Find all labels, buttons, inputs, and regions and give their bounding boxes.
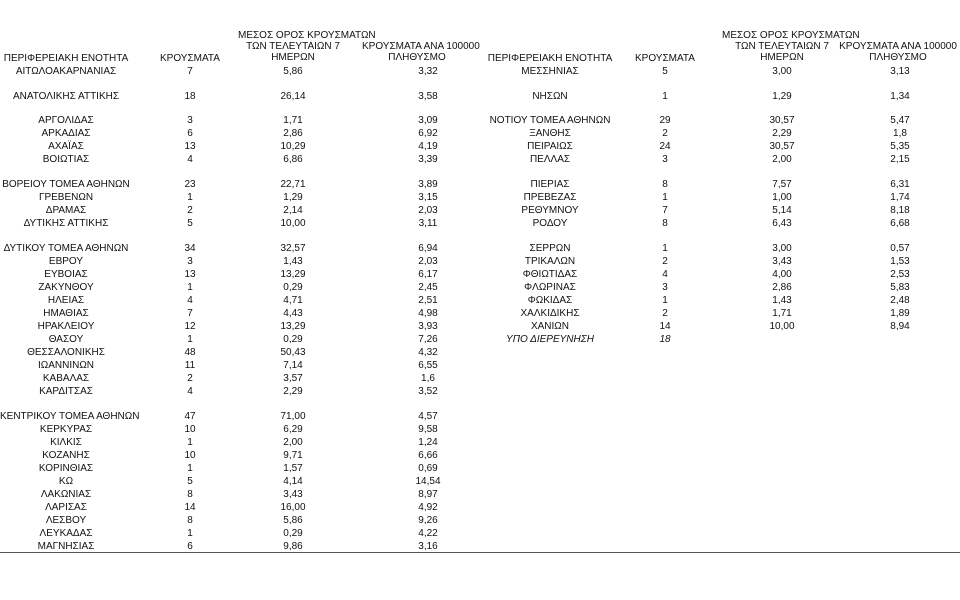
left-region-cell: ΑΙΤΩΛΟΑΚΑΡΝΑΝΙΑΣ [15,66,117,77]
right-per100k-cell: 5,35 [890,141,910,152]
left-region-cell: ΚΑΡΔΙΤΣΑΣ [39,386,93,397]
right-avg-cell: 2,86 [772,282,792,293]
right-per100k-cell: 3,13 [890,66,910,77]
right-avg-cell: 1,00 [772,192,792,203]
left-avg-cell: 0,29 [283,528,303,539]
left-per100k-cell: 3,32 [418,66,438,77]
left-cases-cell: 2 [187,373,193,384]
left-avg-cell: 5,86 [283,515,303,526]
right-cases-cell: 5 [662,66,668,77]
bottom-divider [0,552,960,553]
right-cases-cell: 24 [659,141,671,152]
right-header-avg-line1: ΜΕΣΟΣ ΟΡΟΣ ΚΡΟΥΣΜΑΤΩΝ [722,30,860,41]
left-cases-cell: 10 [184,450,196,461]
left-cases-cell: 4 [187,154,193,165]
right-avg-cell: 3,00 [772,66,792,77]
right-header-per100k [838,41,958,63]
left-region-cell: ΘΑΣΟΥ [48,334,84,345]
right-cases-cell: 7 [662,205,668,216]
right-avg-cell: 3,43 [772,256,792,267]
left-header-avg [238,30,376,63]
left-avg-cell: 2,86 [283,128,303,139]
left-avg-cell: 16,00 [280,502,306,513]
left-per100k-cell: 1,6 [421,373,435,384]
left-cases-cell: 1 [187,282,193,293]
left-cases-cell: 48 [184,347,196,358]
left-per100k-cell: 4,32 [418,347,438,358]
left-header-avg-line1: ΜΕΣΟΣ ΟΡΟΣ ΚΡΟΥΣΜΑΤΩΝ [238,30,376,41]
left-avg-cell: 9,71 [283,450,303,461]
left-avg-cell: 0,29 [283,334,303,345]
left-region-cell: ΗΜΑΘΙΑΣ [43,308,89,319]
right-header-per100k-line1: ΚΡΟΥΣΜΑΤΑ ΑΝΑ 100000 [839,41,957,52]
right-cases-cell: 1 [662,91,668,102]
left-avg-cell: 32,57 [280,243,306,254]
right-region-cell: ΦΩΚΙΔΑΣ [527,295,573,306]
left-region-cell: ΚΕΡΚΥΡΑΣ [39,424,93,435]
left-per100k-cell: 6,17 [418,269,438,280]
right-avg-cell: 1,43 [772,295,792,306]
left-cases-cell: 1 [187,334,193,345]
left-region-cell: ΚΑΒΑΛΑΣ [42,373,90,384]
left-header-cases: ΚΡΟΥΣΜΑΤΑ [160,53,220,64]
right-header-cases: ΚΡΟΥΣΜΑΤΑ [635,53,695,64]
left-region-cell: ΚΕΝΤΡΙΚΟΥ ΤΟΜΕΑ ΑΘΗΝΩΝ [0,411,140,422]
left-per100k-cell: 3,93 [418,321,438,332]
right-region-cell: ΤΡΙΚΑΛΩΝ [524,256,576,267]
left-per100k-cell: 4,92 [418,502,438,513]
right-cases-cell: 14 [659,321,671,332]
left-avg-cell: 1,43 [283,256,303,267]
left-region-cell: ΗΛΕΙΑΣ [47,295,85,306]
left-avg-cell: 13,29 [280,321,306,332]
right-avg-cell: 5,14 [772,205,792,216]
left-cases-cell: 4 [187,295,193,306]
right-cases-cell: 8 [662,218,668,229]
right-header-per100k-line2: ΠΛΗΘΥΣΜΟ [869,52,927,63]
left-cases-cell: 12 [184,321,196,332]
left-per100k-cell: 6,66 [418,450,438,461]
right-avg-cell: 3,00 [772,243,792,254]
left-region-cell: ΛΑΚΩΝΙΑΣ [40,489,92,500]
left-per100k-cell: 2,51 [418,295,438,306]
right-avg-cell: 4,00 [772,269,792,280]
right-avg-cell: 1,71 [772,308,792,319]
left-region-cell: ΒΟΡΕΙΟΥ ΤΟΜΕΑ ΑΘΗΝΩΝ [2,179,130,190]
left-region-cell: ΚΩ [58,476,74,487]
left-region-cell: ΚΟΡΙΝΘΙΑΣ [38,463,94,474]
left-avg-cell: 9,86 [283,541,303,552]
right-per100k-cell: 1,74 [890,192,910,203]
right-header-region: ΠΕΡΙΦΕΡΕΙΑΚΗ ΕΝΟΤΗΤΑ [487,53,613,64]
left-avg-cell: 22,71 [280,179,306,190]
left-cases-cell: 8 [187,515,193,526]
right-cases-cell: 4 [662,269,668,280]
left-per100k-cell: 1,24 [418,437,438,448]
left-region-cell: ΔΥΤΙΚΟΥ ΤΟΜΕΑ ΑΘΗΝΩΝ [3,243,129,254]
right-region-cell: ΥΠΟ ΔΙΕΡΕΥΝΗΣΗ [506,334,594,345]
right-per100k-cell: 8,94 [890,321,910,332]
left-cases-cell: 7 [187,66,193,77]
left-avg-cell: 6,86 [283,154,303,165]
right-region-cell: ΝΗΣΩΝ [532,91,568,102]
right-per100k-cell: 1,34 [890,91,910,102]
left-per100k-cell: 4,19 [418,141,438,152]
left-per100k-cell: 3,58 [418,91,438,102]
right-region-cell: ΦΘΙΩΤΙΔΑΣ [522,269,578,280]
left-header-per100k [362,41,480,63]
left-per100k-cell: 4,22 [418,528,438,539]
right-header-avg-line3: ΗΜΕΡΩΝ [760,52,804,63]
left-avg-cell: 4,71 [283,295,303,306]
right-region-cell: ΧΑΛΚΙΔΙΚΗΣ [520,308,580,319]
left-per100k-cell: 4,98 [418,308,438,319]
left-cases-cell: 13 [184,269,196,280]
right-cases-cell: 1 [662,243,668,254]
right-region-cell: ΠΙΕΡΙΑΣ [530,179,570,190]
left-per100k-cell: 6,55 [418,360,438,371]
left-region-cell: ΜΑΓΝΗΣΙΑΣ [37,541,95,552]
left-cases-cell: 1 [187,192,193,203]
left-per100k-cell: 7,26 [418,334,438,345]
right-region-cell: ΞΑΝΘΗΣ [529,128,571,139]
right-per100k-cell: 1,53 [890,256,910,267]
right-avg-cell: 30,57 [769,141,795,152]
left-region-cell: ΙΩΑΝΝΙΝΩΝ [37,360,95,371]
left-cases-cell: 4 [187,386,193,397]
left-avg-cell: 7,14 [283,360,303,371]
right-per100k-cell: 2,15 [890,154,910,165]
left-region-cell: ΛΕΥΚΑΔΑΣ [39,528,93,539]
left-cases-cell: 8 [187,489,193,500]
left-cases-cell: 11 [184,360,196,371]
left-region-cell: ΕΒΡΟΥ [48,256,84,267]
left-cases-cell: 6 [187,541,193,552]
left-avg-cell: 3,43 [283,489,303,500]
left-region-cell: ΑΡΓΟΛΙΔΑΣ [38,115,94,126]
left-per100k-cell: 3,39 [418,154,438,165]
left-region-cell: ΓΡΕΒΕΝΩΝ [38,192,94,203]
left-region-cell: ΚΟΖΑΝΗΣ [42,450,90,461]
left-avg-cell: 3,57 [283,373,303,384]
right-region-cell: ΠΕΙΡΑΙΩΣ [527,141,573,152]
left-cases-cell: 1 [187,437,193,448]
right-per100k-cell: 6,31 [890,179,910,190]
left-region-cell: ΔΥΤΙΚΗΣ ΑΤΤΙΚΗΣ [23,218,109,229]
left-header-per100k-line1: ΚΡΟΥΣΜΑΤΑ ΑΝΑ 100000 [362,41,480,52]
left-cases-cell: 1 [187,463,193,474]
left-avg-cell: 50,43 [280,347,306,358]
right-avg-cell: 7,57 [772,179,792,190]
right-cases-cell: 8 [662,179,668,190]
right-cases-cell: 2 [662,308,668,319]
left-cases-cell: 23 [184,179,196,190]
left-region-cell: ΕΥΒΟΙΑΣ [44,269,88,280]
left-per100k-cell: 6,92 [418,128,438,139]
left-per100k-cell: 3,11 [418,218,438,229]
left-avg-cell: 26,14 [280,91,306,102]
left-avg-cell: 6,29 [283,424,303,435]
left-cases-cell: 13 [184,141,196,152]
right-cases-cell: 1 [662,295,668,306]
left-avg-cell: 1,71 [283,115,303,126]
left-cases-cell: 1 [187,528,193,539]
left-cases-cell: 10 [184,424,196,435]
right-region-cell: ΣΕΡΡΩΝ [529,243,571,254]
left-region-cell: ΑΧΑΪΑΣ [48,141,84,152]
left-cases-cell: 7 [187,308,193,319]
left-per100k-cell: 2,03 [418,256,438,267]
right-per100k-cell: 5,83 [890,282,910,293]
left-per100k-cell: 2,45 [418,282,438,293]
right-cases-cell: 29 [659,115,671,126]
left-region-cell: ΛΑΡΙΣΑΣ [45,502,87,513]
right-region-cell: ΡΕΘΥΜΝΟΥ [521,205,579,216]
left-cases-cell: 6 [187,128,193,139]
left-avg-cell: 13,29 [280,269,306,280]
right-region-cell: ΠΕΛΛΑΣ [529,154,571,165]
left-header-avg-line2: ΤΩΝ ΤΕΛΕΥΤΑΙΩΝ 7 [246,41,340,52]
left-per100k-cell: 9,58 [418,424,438,435]
left-header-avg-line3: ΗΜΕΡΩΝ [271,52,315,63]
left-per100k-cell: 3,16 [418,541,438,552]
right-per100k-cell: 8,18 [890,205,910,216]
left-per100k-cell: 4,57 [418,411,438,422]
left-per100k-cell: 14,54 [415,476,441,487]
left-region-cell: ΚΙΛΚΙΣ [50,437,82,448]
left-header-per100k-line2: ΠΛΗΘΥΣΜΟ [388,52,446,63]
left-region-cell: ΑΡΚΑΔΙΑΣ [41,128,91,139]
left-avg-cell: 0,29 [283,282,303,293]
left-avg-cell: 4,43 [283,308,303,319]
left-cases-cell: 47 [184,411,196,422]
left-per100k-cell: 0,69 [418,463,438,474]
left-per100k-cell: 3,15 [418,192,438,203]
left-cases-cell: 18 [184,91,196,102]
right-per100k-cell: 2,53 [890,269,910,280]
left-avg-cell: 5,86 [283,66,303,77]
right-avg-cell: 30,57 [769,115,795,126]
left-avg-cell: 2,00 [283,437,303,448]
right-avg-cell: 2,00 [772,154,792,165]
right-cases-cell: 3 [662,154,668,165]
left-per100k-cell: 9,26 [418,515,438,526]
left-cases-cell: 5 [187,476,193,487]
right-avg-cell: 6,43 [772,218,792,229]
right-avg-cell: 10,00 [769,321,795,332]
left-avg-cell: 1,29 [283,192,303,203]
right-region-cell: ΝΟΤΙΟΥ ΤΟΜΕΑ ΑΘΗΝΩΝ [489,115,611,126]
left-avg-cell: 4,14 [283,476,303,487]
left-per100k-cell: 3,09 [418,115,438,126]
right-header-avg-line2: ΤΩΝ ΤΕΛΕΥΤΑΙΩΝ 7 [735,41,829,52]
right-cases-cell: 18 [659,334,671,345]
right-cases-cell: 3 [662,282,668,293]
left-region-cell: ΖΑΚΥΝΘΟΥ [38,282,94,293]
right-region-cell: ΠΡΕΒΕΖΑΣ [523,192,577,203]
right-region-cell: ΦΛΩΡΙΝΑΣ [524,282,576,293]
right-per100k-cell: 6,68 [890,218,910,229]
left-header-region: ΠΕΡΙΦΕΡΕΙΑΚΗ ΕΝΟΤΗΤΑ [3,53,129,64]
right-region-cell: ΡΟΔΟΥ [532,218,568,229]
left-cases-cell: 3 [187,256,193,267]
left-avg-cell: 2,14 [283,205,303,216]
left-cases-cell: 14 [184,502,196,513]
right-per100k-cell: 1,89 [890,308,910,319]
right-region-cell: ΧΑΝΙΩΝ [530,321,570,332]
left-region-cell: ΒΟΙΩΤΙΑΣ [42,154,90,165]
left-avg-cell: 1,57 [283,463,303,474]
left-region-cell: ΛΕΣΒΟΥ [45,515,87,526]
right-cases-cell: 2 [662,128,668,139]
right-per100k-cell: 5,47 [890,115,910,126]
left-cases-cell: 2 [187,205,193,216]
right-avg-cell: 1,29 [772,91,792,102]
left-cases-cell: 34 [184,243,196,254]
left-avg-cell: 2,29 [283,386,303,397]
left-per100k-cell: 2,03 [418,205,438,216]
left-per100k-cell: 8,97 [418,489,438,500]
right-per100k-cell: 0,57 [890,243,910,254]
right-cases-cell: 1 [662,192,668,203]
left-cases-cell: 3 [187,115,193,126]
right-cases-cell: 2 [662,256,668,267]
left-region-cell: ΘΕΣΣΑΛΟΝΙΚΗΣ [27,347,105,358]
left-per100k-cell: 6,94 [418,243,438,254]
right-per100k-cell: 2,48 [890,295,910,306]
left-region-cell: ΗΡΑΚΛΕΙΟΥ [37,321,95,332]
right-avg-cell: 2,29 [772,128,792,139]
left-region-cell: ΔΡΑΜΑΣ [45,205,87,216]
left-avg-cell: 10,00 [280,218,306,229]
left-avg-cell: 10,29 [280,141,306,152]
left-region-cell: ΑΝΑΤΟΛΙΚΗΣ ΑΤΤΙΚΗΣ [12,91,120,102]
right-per100k-cell: 1,8 [893,128,907,139]
left-per100k-cell: 3,52 [418,386,438,397]
left-per100k-cell: 3,89 [418,179,438,190]
left-avg-cell: 71,00 [280,411,306,422]
left-cases-cell: 5 [187,218,193,229]
right-header-avg [722,30,860,63]
right-region-cell: ΜΕΣΣΗΝΙΑΣ [521,66,579,77]
